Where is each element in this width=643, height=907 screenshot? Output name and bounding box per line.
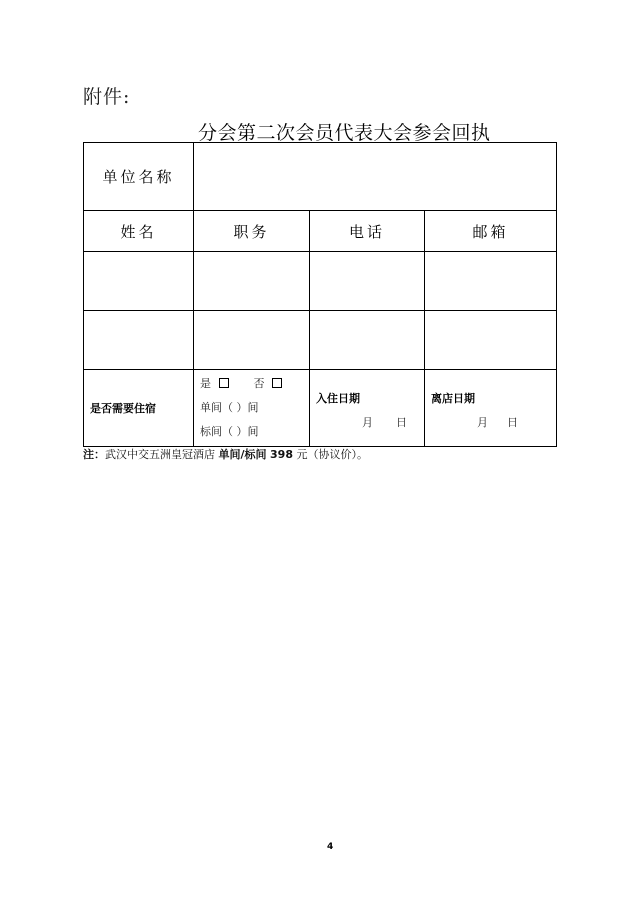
checkout-month: 月 xyxy=(477,416,488,429)
table-row xyxy=(84,252,557,311)
attachment-label: 附件: xyxy=(83,86,131,108)
unit-name-field[interactable] xyxy=(194,143,557,211)
lodging-row xyxy=(84,370,557,447)
table-row xyxy=(84,311,557,370)
header-row xyxy=(84,211,557,252)
note-suffix: 元（协议价）。 xyxy=(296,448,368,461)
name-field[interactable] xyxy=(84,311,194,370)
footnote xyxy=(83,446,368,462)
column-header-position: 职务 xyxy=(194,211,310,252)
checkin-date-cell[interactable] xyxy=(310,370,425,447)
position-field[interactable] xyxy=(194,252,310,311)
yes-checkbox[interactable] xyxy=(219,378,229,388)
checkin-day: 日 xyxy=(396,416,407,429)
lodging-label: 是否需要住宿 xyxy=(84,370,194,447)
lodging-options xyxy=(194,370,310,447)
name-field[interactable] xyxy=(84,252,194,311)
note-prefix: 注： xyxy=(83,448,105,461)
form-title: 分会第二次会员代表大会参会回执 xyxy=(198,122,491,144)
email-field[interactable] xyxy=(425,252,557,311)
column-header-phone: 电话 xyxy=(310,211,425,252)
phone-field[interactable] xyxy=(310,311,425,370)
checkout-day: 日 xyxy=(507,416,518,429)
checkin-label: 入住日期 xyxy=(316,392,360,405)
note-price: 398 xyxy=(270,448,293,461)
page-number: 4 xyxy=(327,842,334,852)
yes-no-line xyxy=(194,372,309,396)
position-field[interactable] xyxy=(194,311,310,370)
yes-label: 是 xyxy=(200,377,211,390)
unit-name-label: 单位名称 xyxy=(84,143,194,211)
single-room-line[interactable]: 单间（ ）间 xyxy=(200,401,259,414)
column-header-name: 姓名 xyxy=(84,211,194,252)
phone-field[interactable] xyxy=(310,252,425,311)
no-checkbox[interactable] xyxy=(272,378,282,388)
unit-name-row xyxy=(84,143,557,211)
note-hotel: 武汉中交五洲皇冠酒店 xyxy=(105,448,215,461)
checkout-label: 离店日期 xyxy=(431,392,475,405)
registration-form-table xyxy=(83,142,557,447)
email-field[interactable] xyxy=(425,311,557,370)
checkin-month: 月 xyxy=(362,416,373,429)
standard-room-line[interactable]: 标间（ ）间 xyxy=(200,425,259,438)
no-label: 否 xyxy=(253,377,265,390)
column-header-email: 邮箱 xyxy=(425,211,557,252)
note-room-type: 单间/标间 xyxy=(218,448,267,461)
checkout-date-cell[interactable] xyxy=(425,370,557,447)
